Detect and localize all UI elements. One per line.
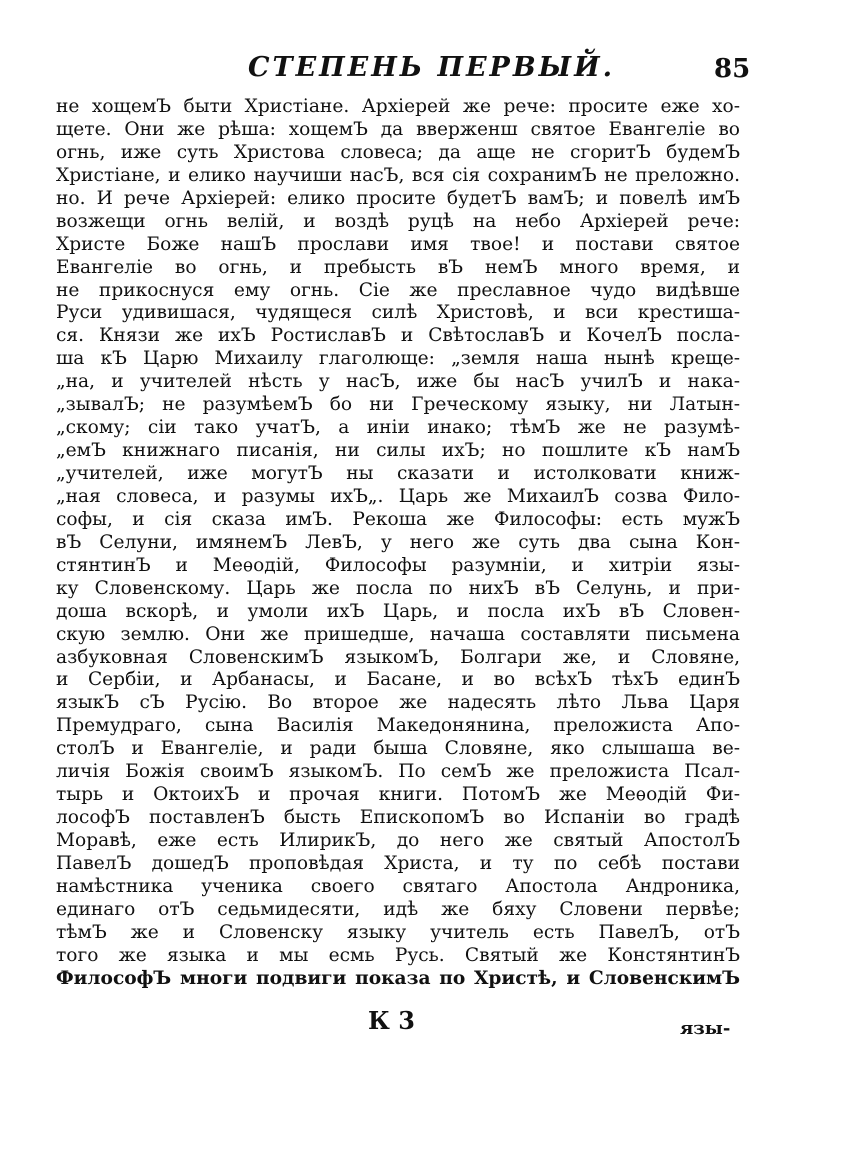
text-line: тырь и ОктоихЪ и прочая книги. ПотомЪ же Меѳодій Фи- [56, 784, 740, 806]
text-line: личія Божія своимЪ языкомЪ. По семЪ же преложиста Псал- [56, 761, 740, 783]
text-line: „зывалЪ; не разумѣемЪ бо ни Греческому языку, ни Латын- [56, 394, 740, 416]
text-line: Руси удивишася, чудящеся силѣ Христовѣ, и вси крестиша- [56, 302, 740, 324]
text-line: не прикоснуся ему огнь. Сіе же преславное чудо видѣвше [56, 279, 740, 301]
body-text [56, 96, 740, 991]
text-line: Моравѣ, еже есть ИлирикЪ, до него же святый АпостолЪ [56, 830, 740, 851]
text-line: лософЪ поставленЪ бысть ЕпископомЪ во Испаніи во градѣ [56, 807, 740, 829]
page-number: 85 [714, 54, 751, 84]
text-line: „емЪ книжнаго писанія, ни силы ихЪ; но пошлите кЪ намЪ [56, 440, 740, 462]
text-line: щете. Они же рѣша: хощемЪ да вверженш святое Евангеліе во [56, 118, 740, 140]
text-line: Премудраго, сына Василія Македонянина, преложиста Апо- [56, 715, 740, 737]
catchword: язы- [680, 1018, 731, 1039]
text-line: Христе Боже нашЪ прослави имя твое! и постави святое [56, 233, 740, 255]
text-line: языкЪ сЪ Русію. Во второе же надесять лѣто Льва Царя [56, 692, 740, 714]
text-line: софы, и сія сказа имЪ. Рекоша же Философы: есть мужЪ [56, 508, 740, 530]
text-line: того же языка и мы есмь Русь. Святый же КонстянтинЪ [56, 944, 740, 966]
text-line: стянтинЪ и Меѳодій, Философы разумніи, и хитріи язы- [56, 554, 740, 576]
text-line: огнь, иже суть Христова словеса; да аще не сгоритЪ будемЪ [56, 141, 740, 163]
text-line: тѣмЪ же и Словенску языку учитель есть ПавелЪ, отЪ [56, 921, 740, 943]
text-line: „учителей, иже могутЪ ны сказати и истолковати книж- [56, 463, 740, 484]
text-line: и Сербіи, и Арбанасы, и Басане, и во всѣхЪ тѣхЪ единЪ [56, 669, 740, 691]
text-line: „ная словеса, и разумы ихЪ„. Царь же МихаилЪ созва Фило- [56, 485, 740, 507]
text-line: но. И рече Архіерей: елико просите будетЪ вамЪ; и повелѣ имЪ [56, 187, 740, 209]
text-line: не хощемЪ быти Христіане. Архіерей же рече: просите еже хо- [56, 96, 740, 117]
text-line: ку Словенскому. Царь же посла по нихЪ вЪ Селунь, и при- [56, 577, 740, 599]
signature-mark: К 3 [368, 1006, 415, 1035]
text-line: доша вскорѣ, и умоли ихЪ Царь, и посла ихЪ вЪ Словен- [56, 600, 740, 622]
text-line: единаго отЪ седьмидесяти, идѣ же бяху Словени первѣе; [56, 898, 740, 920]
text-line: ПавелЪ дошедЪ проповѣдая Христа, и ту по себѣ постави [56, 852, 740, 874]
running-title: СТЕПЕНЬ ПЕРВЫЙ. [248, 52, 616, 83]
text-line: ся. Князи же ихЪ РостиславЪ и СвѣтославЪ и КочелЪ посла- [56, 325, 740, 347]
running-head [0, 52, 854, 92]
text-line: столЪ и Евангеліе, и ради быша Словяне, яко слышаша ве- [56, 738, 740, 760]
text-line: „скому; сіи тако учатЪ, а иніи инако; тѣмЪ же не разумѣ- [56, 417, 740, 439]
text-line: азбуковная СловенскимЪ языкомЪ, Болгари же, и Словяне, [56, 646, 740, 668]
text-line: Христіане, и елико научиши насЪ, вся сія сохранимЪ не преложно. [56, 164, 740, 186]
text-line: Евангеліе во огнь, и пребысть вЪ немЪ много время, и [56, 256, 740, 278]
text-line: ФилософЪ многи подвиги показа по Христѣ, и СловенскимЪ [56, 967, 740, 989]
text-line: скую землю. Они же пришедше, начаша составляти письмена [56, 623, 740, 645]
page-footer [0, 1006, 854, 1046]
text-line: возжещи огнь велій, и воздѣ руцѣ на небо Архіерей рече: [56, 210, 740, 232]
text-line: „на, и учителей нѣсть у насЪ, иже бы насЪ училЪ и нака- [56, 371, 740, 393]
text-line: намѣстника ученика своего святаго Апостола Андроника, [56, 875, 740, 897]
text-line: ша кЪ Царю Михаилу глаголюще: „земля наша нынѣ креще- [56, 348, 740, 370]
text-line: вЪ Селуни, имянемЪ ЛевЪ, у него же суть два сына Кон- [56, 531, 740, 553]
